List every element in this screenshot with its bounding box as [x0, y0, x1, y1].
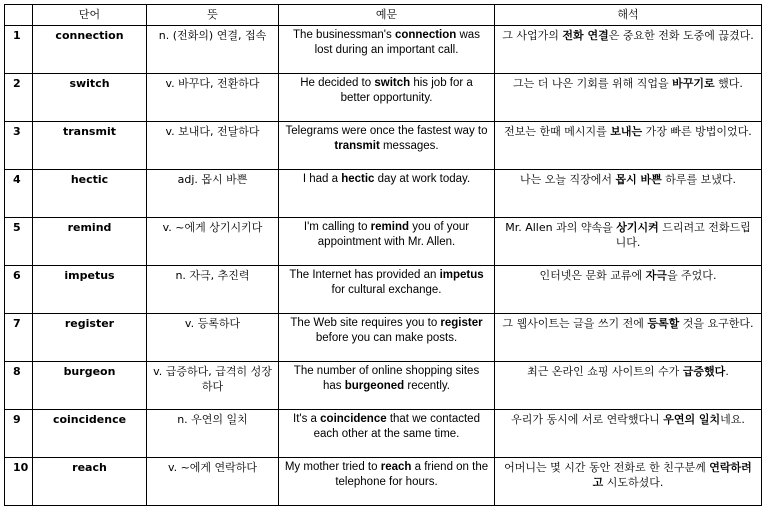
highlighted-translation: 자극: [645, 269, 667, 282]
highlighted-word: switch: [374, 77, 411, 89]
table-row: [5, 122, 762, 170]
translation: 우리가 동시에 서로 연락했다니 우연의 일치네요.: [495, 410, 762, 458]
vocab-word: register: [33, 314, 147, 362]
highlighted-word: remind: [370, 221, 409, 233]
translation: 그는 더 나은 기회를 위해 직업을 바꾸기로 했다.: [495, 74, 762, 122]
table-row: [5, 314, 762, 362]
example-sentence: I'm calling to remind you of your appointment with Mr. Allen.: [279, 218, 495, 266]
highlighted-word: impetus: [439, 269, 484, 281]
translation: 최근 온라인 쇼핑 사이트의 수가 급증했다.: [495, 362, 762, 410]
row-number: 2: [5, 74, 33, 122]
highlighted-translation: 보내는: [610, 125, 643, 138]
highlighted-word: burgeoned: [344, 380, 405, 392]
translation: 전보는 한때 메시지를 보내는 가장 빠른 방법이었다.: [495, 122, 762, 170]
highlighted-word: register: [440, 317, 483, 329]
example-sentence: Telegrams were once the fastest way to transmit messages.: [279, 122, 495, 170]
word-meaning: n. 자극, 추진력: [147, 266, 279, 314]
vocab-word: transmit: [33, 122, 147, 170]
highlighted-translation: 몹시 바쁜: [615, 173, 662, 186]
header-meaning: 뜻: [147, 5, 279, 26]
row-number: 3: [5, 122, 33, 170]
header-number: [5, 5, 33, 26]
vocab-word: reach: [33, 458, 147, 506]
table-row: [5, 74, 762, 122]
example-sentence: The Web site requires you to register before you can make posts.: [279, 314, 495, 362]
example-sentence: The Internet has provided an impetus for cultural exchange.: [279, 266, 495, 314]
table-row: [5, 458, 762, 506]
highlighted-translation: 바꾸기로: [672, 77, 715, 90]
vocab-word: switch: [33, 74, 147, 122]
word-meaning: adj. 몹시 바쁜: [147, 170, 279, 218]
vocab-word: burgeon: [33, 362, 147, 410]
word-meaning: v. ~에게 상기시키다: [147, 218, 279, 266]
vocab-word: connection: [33, 26, 147, 74]
row-number: 9: [5, 410, 33, 458]
table-row: [5, 266, 762, 314]
row-number: 7: [5, 314, 33, 362]
word-meaning: n. 우연의 일치: [147, 410, 279, 458]
word-meaning: v. 등록하다: [147, 314, 279, 362]
translation: 인터넷은 문화 교류에 자극을 주었다.: [495, 266, 762, 314]
example-sentence: It's a coincidence that we contacted each other at the same time.: [279, 410, 495, 458]
word-meaning: v. 급증하다, 급격히 성장하다: [147, 362, 279, 410]
table-body: [5, 26, 762, 506]
header-translation: 해석: [495, 5, 762, 26]
word-meaning: v. ~에게 연락하다: [147, 458, 279, 506]
row-number: 1: [5, 26, 33, 74]
row-number: 10: [5, 458, 33, 506]
highlighted-translation: 연락하려고: [592, 461, 752, 489]
highlighted-translation: 급증했다: [682, 365, 726, 378]
example-sentence: The number of online shopping sites has burgeoned recently.: [279, 362, 495, 410]
vocab-word: coincidence: [33, 410, 147, 458]
table-row: [5, 170, 762, 218]
highlighted-translation: 우연의 일치: [663, 413, 721, 426]
table-row: [5, 410, 762, 458]
row-number: 6: [5, 266, 33, 314]
row-number: 8: [5, 362, 33, 410]
word-meaning: v. 보내다, 전달하다: [147, 122, 279, 170]
vocab-word: remind: [33, 218, 147, 266]
highlighted-word: transmit: [334, 140, 380, 152]
translation: 그 사업가의 전화 연결은 중요한 전화 도중에 끊겼다.: [495, 26, 762, 74]
example-sentence: My mother tried to reach a friend on the telephone for hours.: [279, 458, 495, 506]
highlighted-word: hectic: [341, 173, 375, 185]
header-example: 예문: [279, 5, 495, 26]
table-header-row: [5, 5, 762, 26]
highlighted-word: connection: [394, 29, 457, 41]
row-number: 4: [5, 170, 33, 218]
translation: 그 웹사이트는 글을 쓰기 전에 등록할 것을 요구한다.: [495, 314, 762, 362]
translation: 나는 오늘 직장에서 몹시 바쁜 하루를 보냈다.: [495, 170, 762, 218]
word-meaning: v. 바꾸다, 전환하다: [147, 74, 279, 122]
vocab-word: impetus: [33, 266, 147, 314]
translation: 어머니는 몇 시간 동안 전화로 한 친구분께 연락하려고 시도하셨다.: [495, 458, 762, 506]
highlighted-word: reach: [380, 461, 412, 473]
header-word: 단어: [33, 5, 147, 26]
example-sentence: He decided to switch his job for a better opportunity.: [279, 74, 495, 122]
vocabulary-table: [4, 4, 762, 506]
table-row: [5, 26, 762, 74]
highlighted-word: coincidence: [320, 413, 387, 425]
translation: Mr. Allen 과의 약속을 상기시켜 드리려고 전화드립니다.: [495, 218, 762, 266]
example-sentence: The businessman's connection was lost during an important call.: [279, 26, 495, 74]
table-row: [5, 218, 762, 266]
highlighted-translation: 등록할: [647, 317, 680, 330]
example-sentence: I had a hectic day at work today.: [279, 170, 495, 218]
highlighted-translation: 전화 연결: [562, 29, 609, 42]
table-row: [5, 362, 762, 410]
row-number: 5: [5, 218, 33, 266]
word-meaning: n. (전화의) 연결, 접속: [147, 26, 279, 74]
vocab-word: hectic: [33, 170, 147, 218]
highlighted-translation: 상기시켜: [616, 221, 659, 234]
